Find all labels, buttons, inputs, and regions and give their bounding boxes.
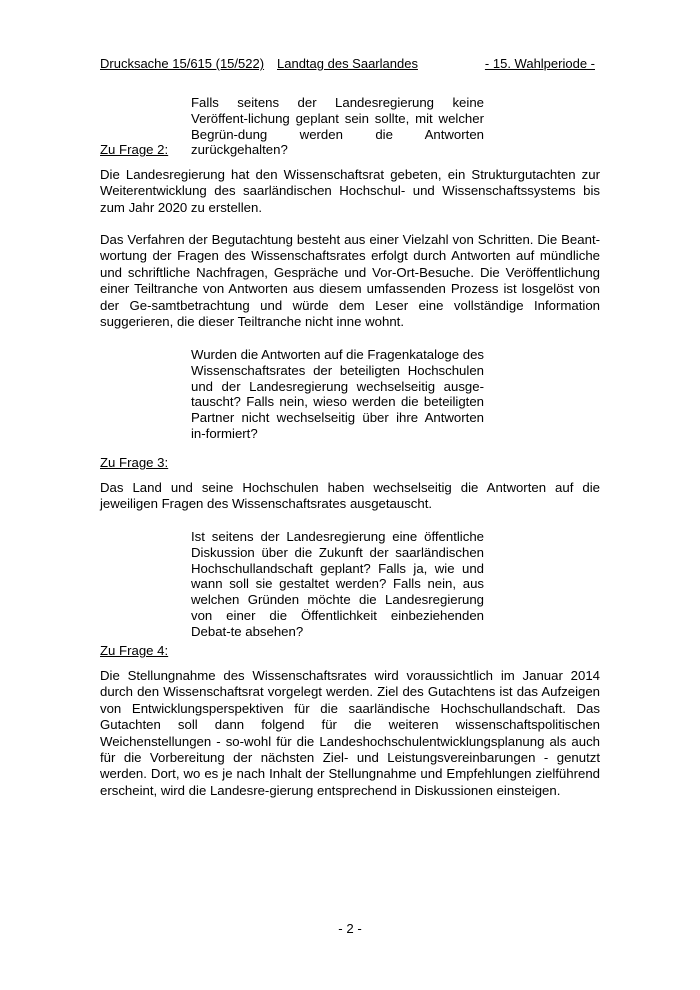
answer-2-paragraph-1: Die Landesregierung hat den Wissenschaftsrat gebeten, ein Strukturgutachten zur Weiterentwicklung des saarländischen Hochschul- und Wissenschaftssystems bis zum Jahr 2020 zu erstellen. [100, 167, 600, 215]
question-4: Ist seitens der Landesregierung eine öffentliche Diskussion über die Zukunft der saarländischen Hochschullandschaft geplant? Falls ja, wie und wann soll sie gestaltet werden? Falls nein, aus welchen Gründen möchte die Landesregierung von einer die Öffentlichkeit einbeziehenden Debat-te absehen? [191, 529, 484, 639]
parliament-name: Landtag des Saarlandes [277, 56, 418, 71]
page-number: - 2 - [338, 921, 362, 936]
question-1-tail: Falls seitens der Landesregierung keine Veröffent-lichung geplant sein sollte, mit welcher Begrün-dung werden die Antworten zurückgehalten? [191, 95, 484, 158]
page-header [100, 56, 595, 72]
answer-4: Die Stellungnahme des Wissenschaftsrates wird voraussichtlich im Januar 2014 durch den Wissenschaftsrat vorgelegt werden. Ziel des Gutachtens ist das Aufzeigen von Entwicklungsperspektiven für die saarländische Hochschullandschaft. Das Gutachten soll dann folgend für die weiteren wissenschaftspolitischen Weichenstellungen - so-wohl für die Landeshochschulentwicklungsplanung als auch für die Vorbereitung der nächsten Ziel- und Leistungsvereinbarungen - genutzt werden. Dort, wo es je nach Inhalt der Stellungnahme und Empfehlungen zielführend erscheint, wird die Landesre-gierung entsprechend in Diskussionen einsteigen. [100, 668, 600, 798]
heading-answer-3: Zu Frage 3: [100, 455, 169, 470]
answer-2-paragraph-2: Das Verfahren der Begutachtung besteht aus einer Vielzahl von Schritten. Die Beant-wortung der Fragen des Wissenschaftsrates erfolgt durch Antworten auf mündliche und schriftliche Nachfragen, Gespräche und Vor-Ort-Besuche. Die Veröffentlichung einer Teiltranche von Antworten aus diesem umfassenden Prozess ist losgelöst von der Ge-samtbetrachtung und würde dem Leser eine vollständige Information suggerieren, die dieser Teiltranche nicht inne wohnt. [100, 232, 600, 330]
answer-3: Das Land und seine Hochschulen haben wechselseitig die Antworten auf die jeweiligen Fragen des Wissenschaftsrates ausgetauscht. [100, 480, 600, 512]
heading-answer-2: Zu Frage 2: [100, 142, 169, 157]
heading-answer-4: Zu Frage 4: [100, 643, 169, 658]
legislative-period: - 15. Wahlperiode - [484, 56, 595, 71]
document-number: Drucksache 15/615 (15/522) [100, 56, 265, 71]
question-3: Wurden die Antworten auf die Fragenkataloge des Wissenschaftsrates der beteiligten Hochschulen und der Landesregierung wechselseitig ausge-tauscht? Falls nein, wieso werden die beteiligten Partner nicht wechselseitig über ihre Antworten in-formiert? [191, 347, 485, 441]
